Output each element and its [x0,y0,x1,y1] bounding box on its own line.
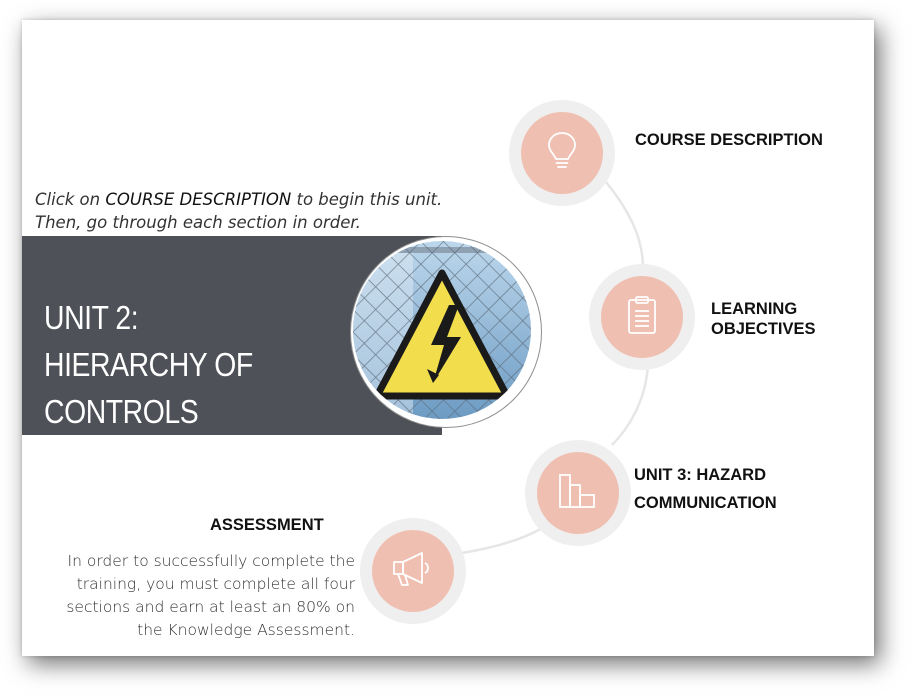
instructions-text [35,188,475,234]
unit3-button[interactable] [537,452,619,534]
assessment-title[interactable]: ASSESSMENT [210,516,324,534]
megaphone-icon [392,551,434,592]
instructions-prefix: Click on [35,190,106,209]
learning-objectives-node [589,264,695,370]
assessment-node [360,518,466,624]
bar-chart-icon [558,473,598,514]
learning-objectives-button[interactable] [601,276,683,358]
learning-objectives-line2: OBJECTIVES [711,320,816,338]
unit-title-line1: UNIT 2: HIERARCHY OF [44,299,253,383]
learning-objectives-label[interactable] [711,299,816,339]
high-voltage-sign-image [353,241,531,419]
unit-title-line2: CONTROLS [44,393,199,430]
instructions-line2: Then, go through each section in order. [35,213,361,232]
assessment-description: In order to successfully complete the training, you must complete all four sections and earn at least an 80% on the Knowledge Assessment. [66,552,355,639]
instructions-highlight: COURSE DESCRIPTION [105,190,292,209]
course-description-label[interactable] [635,130,823,150]
assessment-button[interactable] [372,530,454,612]
unit3-node [525,440,631,546]
unit3-label[interactable] [634,461,777,517]
unit3-line1: UNIT 3: HAZARD [634,466,766,484]
course-description-node [509,100,615,206]
course-description-button[interactable] [521,112,603,194]
unit-title [44,294,302,435]
course-description-text: COURSE DESCRIPTION [635,131,823,149]
clipboard-icon [626,295,658,340]
learning-objectives-line1: LEARNING [711,300,798,318]
instructions-suffix: to begin this unit. [291,190,443,209]
lightbulb-icon [546,131,578,176]
unit3-line2: COMMUNICATION [634,494,777,512]
slide-canvas [22,20,874,656]
